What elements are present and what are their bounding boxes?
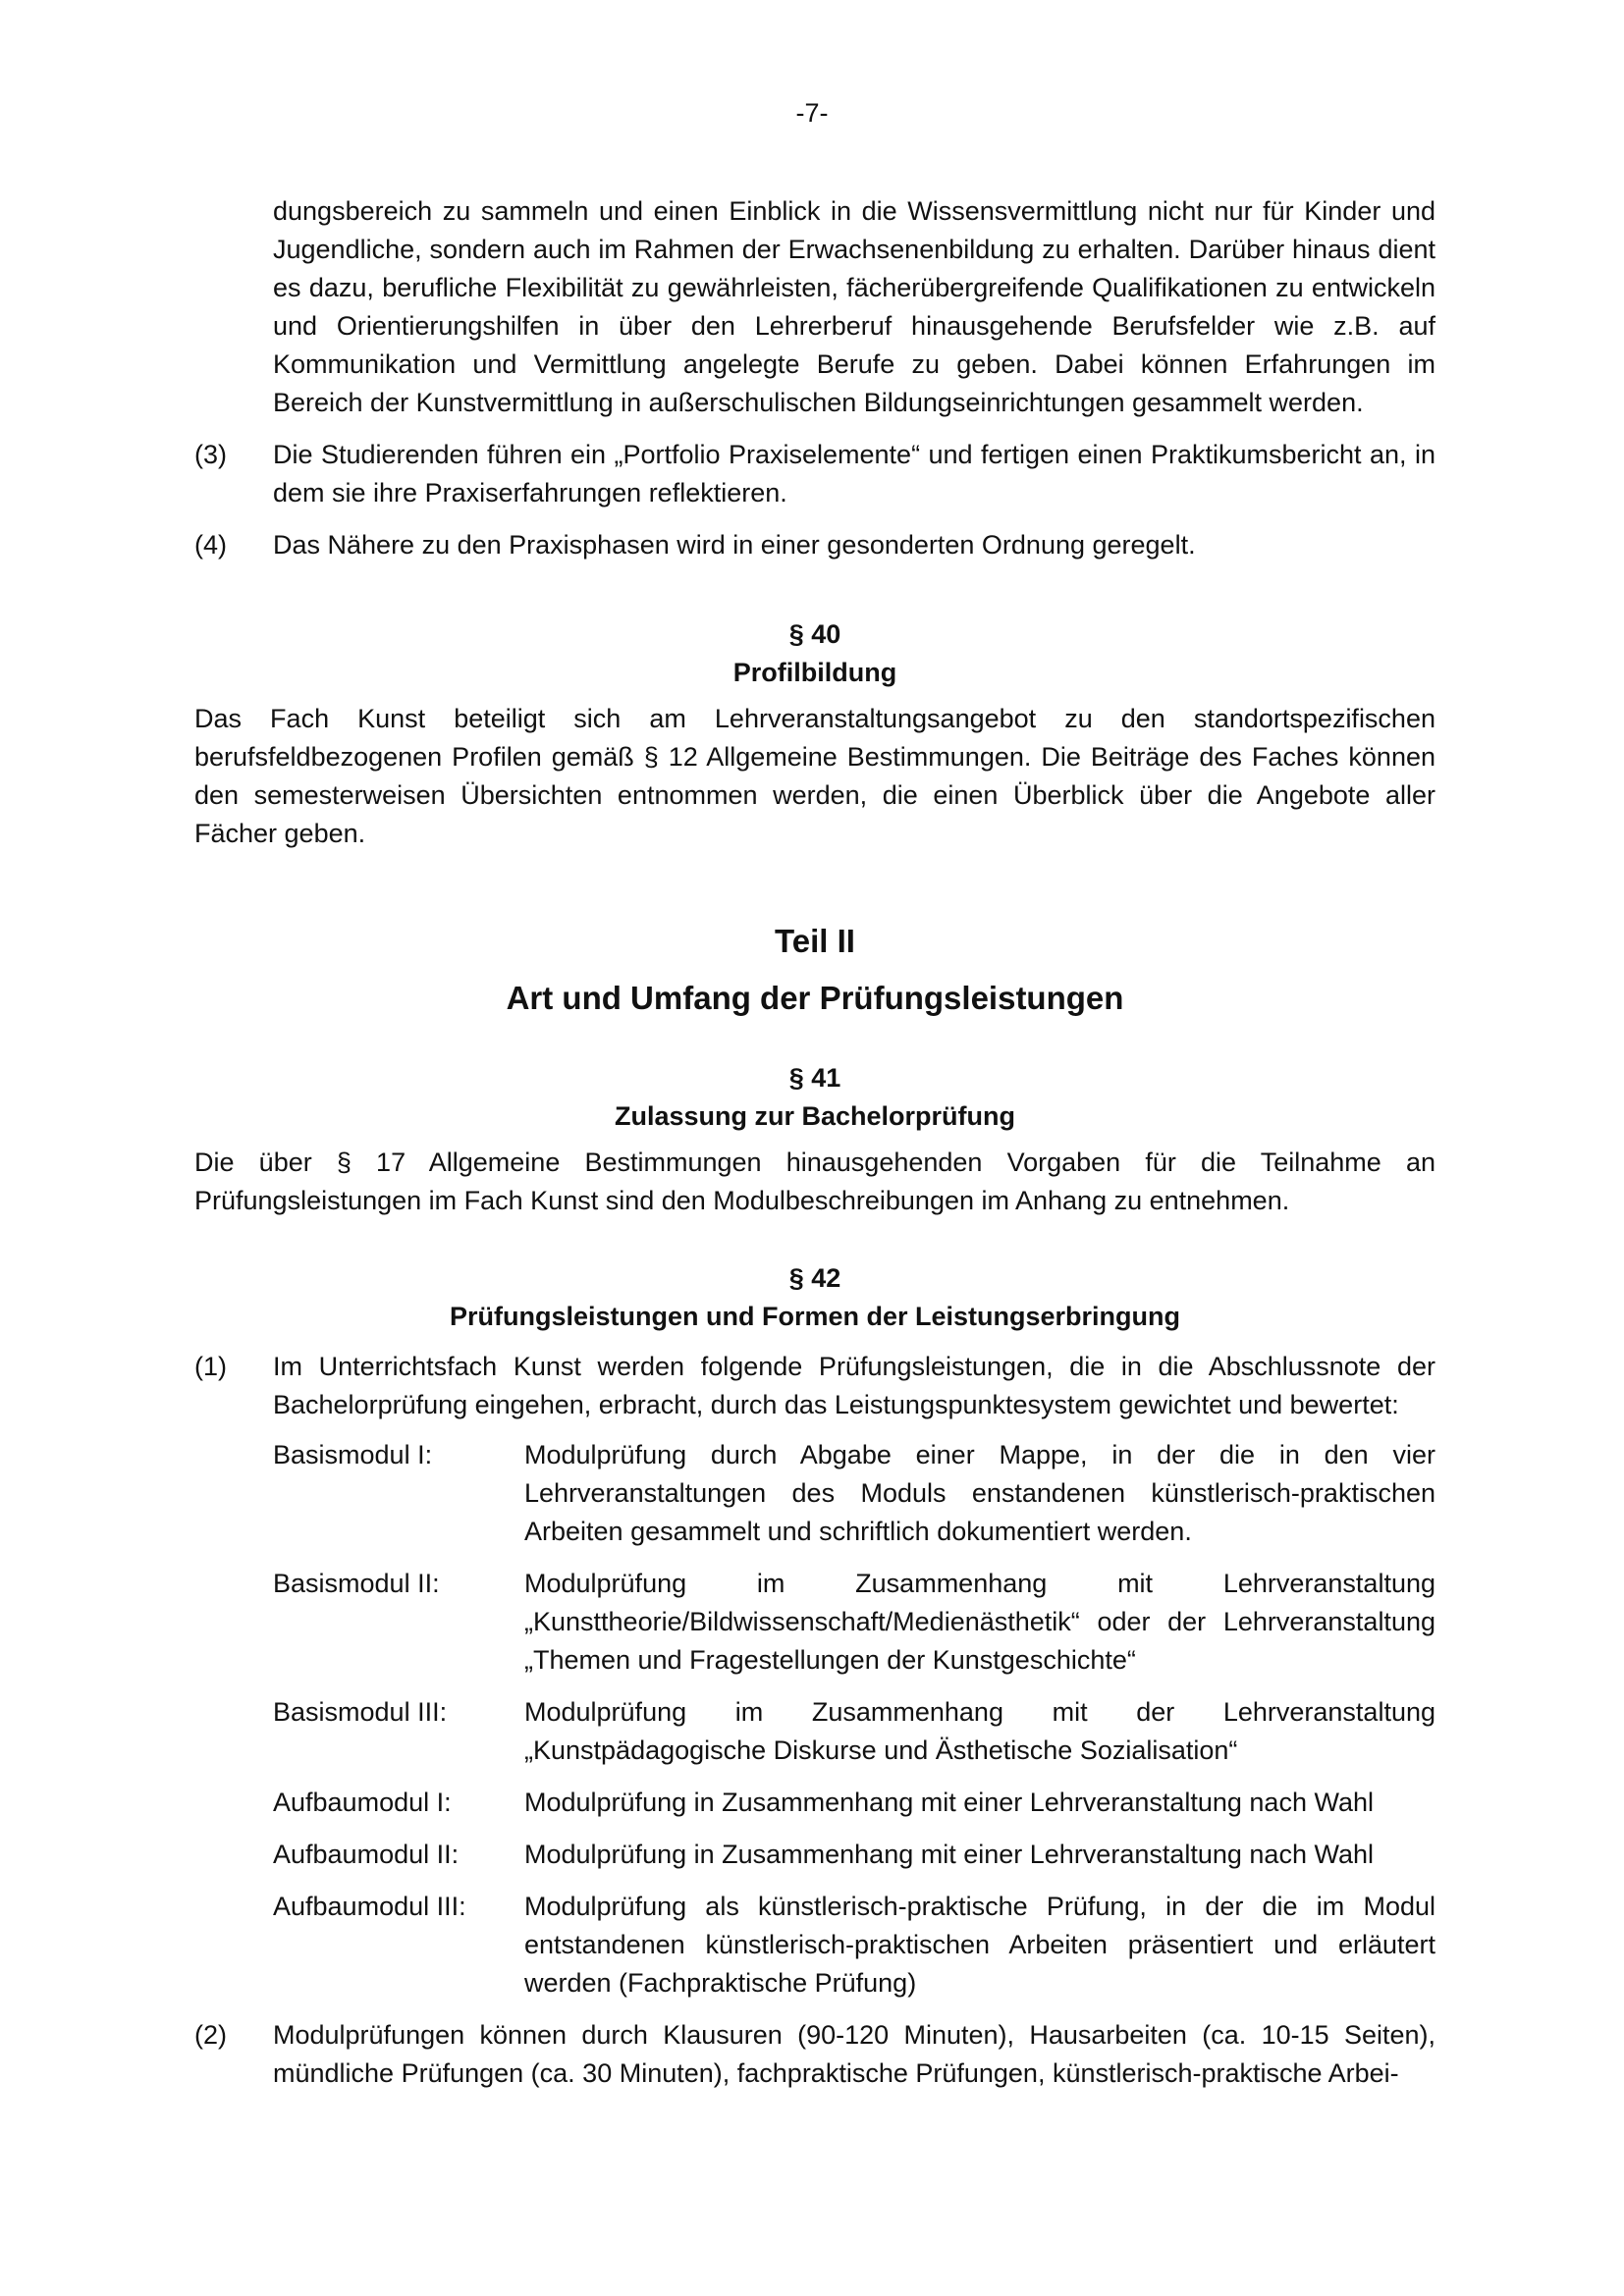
item-number: (1)	[194, 1352, 227, 1381]
item-text: Modulprüfungen können durch Klausuren (90-120 Minuten), Hausarbeiten (ca. 10-15 Seiten), mündliche Prüfungen (ca. 30 Minuten), fachpraktische Prüfungen, künstlerisch-praktische Arbei-	[273, 2020, 1435, 2088]
numbered-item	[194, 2016, 1435, 2093]
section-40	[194, 615, 1435, 853]
page-number: -7-	[795, 98, 829, 128]
module-name: Basismodul I:	[273, 1440, 433, 1469]
section-number: § 41	[788, 1063, 841, 1093]
item-text: Die Studierenden führen ein „Portfolio Praxiselemente“ und fertigen einen Praktikumsbericht an, in dem sie ihre Praxiserfahrungen reflektieren.	[273, 440, 1435, 507]
module-row	[273, 1565, 1435, 1680]
numbered-item	[194, 526, 1435, 564]
module-description: Modulprüfung in Zusammenhang mit einer Lehrveranstaltung nach Wahl	[524, 1788, 1374, 1817]
section-title: Prüfungsleistungen und Formen der Leistungserbringung	[449, 1302, 1181, 1331]
item-text: Im Unterrichtsfach Kunst werden folgende Prüfungsleistungen, die in die Abschlussnote der Bachelorprüfung eingehen, erbracht, durch das Leistungspunktesystem gewichtet und bewertet:	[273, 1352, 1435, 1419]
module-row	[273, 1784, 1435, 1822]
section-text: Die über § 17 Allgemeine Bestimmungen hinausgehenden Vorgaben für die Teilnahme an Prüfungsleistungen im Fach Kunst sind den Modulbeschreibungen im Anhang zu entnehmen.	[194, 1148, 1435, 1215]
module-description: Modulprüfung durch Abgabe einer Mappe, in der die in den vier Lehrveranstaltungen des Moduls enstandenen künstlerisch-praktischen Arbeiten gesammelt und schriftlich dokumentiert werden.	[524, 1440, 1435, 1546]
module-description: Modulprüfung als künstlerisch-praktische Prüfung, in der die im Modul entstandenen künstlerisch-praktischen Arbeiten präsentiert und erläutert werden (Fachpraktische Prüfung)	[524, 1892, 1435, 1998]
section-41	[194, 1059, 1435, 1220]
module-row	[273, 1888, 1435, 2002]
module-description: Modulprüfung im Zusammenhang mit Lehrveranstaltung „Kunsttheorie/Bildwissenschaft/Medienästhetik“ oder der Lehrveranstaltung „Themen und Fragestellungen der Kunstgeschichte“	[524, 1569, 1435, 1675]
section-number: § 42	[788, 1263, 841, 1293]
module-row	[273, 1693, 1435, 1770]
item-text: Das Nähere zu den Praxisphasen wird in einer gesonderten Ordnung geregelt.	[273, 530, 1196, 560]
section-text: Das Fach Kunst beteiligt sich am Lehrveranstaltungsangebot zu den standortspezifischen berufsfeldbezogenen Profilen gemäß § 12 Allgemeine Bestimmungen. Die Beiträge des Faches können den semesterweisen Übersichten entnommen werden, die einen Überblick über die Angebote aller Fächer geben.	[194, 704, 1435, 848]
item-number: (3)	[194, 440, 227, 469]
numbered-item	[194, 436, 1435, 512]
item-number: (4)	[194, 530, 227, 560]
part-subtitle: Art und Umfang der Prüfungsleistungen	[506, 980, 1124, 1016]
module-name: Basismodul III:	[273, 1697, 448, 1727]
item-number: (2)	[194, 2020, 227, 2050]
module-name: Aufbaumodul III:	[273, 1892, 466, 1921]
section-title: Zulassung zur Bachelorprüfung	[614, 1101, 1016, 1131]
module-description: Modulprüfung im Zusammenhang mit der Lehrveranstaltung „Kunstpädagogische Diskurse und Ästhetische Sozialisation“	[524, 1697, 1435, 1765]
module-name: Basismodul II:	[273, 1569, 440, 1598]
module-list	[273, 1436, 1435, 2002]
module-name: Aufbaumodul II:	[273, 1840, 460, 1869]
section-42	[194, 1259, 1435, 2093]
page-content	[194, 192, 1435, 2093]
section-title: Profilbildung	[732, 658, 897, 687]
part-heading	[194, 920, 1435, 1020]
intro-paragraph: dungsbereich zu sammeln und einen Einblick in die Wissensvermittlung nicht nur für Kinder und Jugendliche, sondern auch im Rahmen der Erwachsenenbildung zu erhalten. Darüber hinaus dient es dazu, berufliche Flexibilität zu gewährleisten, fächerübergreifende Qualifikationen zu entwickeln und Orientierungshilfen in über den Lehrerberuf hinausgehende Berufsfelder wie z.B. auf Kommunikation und Vermittlung angelegte Berufe zu geben. Dabei können Erfahrungen im Bereich der Kunstvermittlung in außerschulischen Bildungseinrichtungen gesammelt werden.	[273, 196, 1435, 417]
part-title: Teil II	[775, 923, 855, 959]
section-number: § 40	[788, 619, 841, 649]
numbered-item	[194, 1348, 1435, 1424]
module-row	[273, 1836, 1435, 1874]
module-row	[273, 1436, 1435, 1551]
module-name: Aufbaumodul I:	[273, 1788, 452, 1817]
module-description: Modulprüfung in Zusammenhang mit einer Lehrveranstaltung nach Wahl	[524, 1840, 1374, 1869]
